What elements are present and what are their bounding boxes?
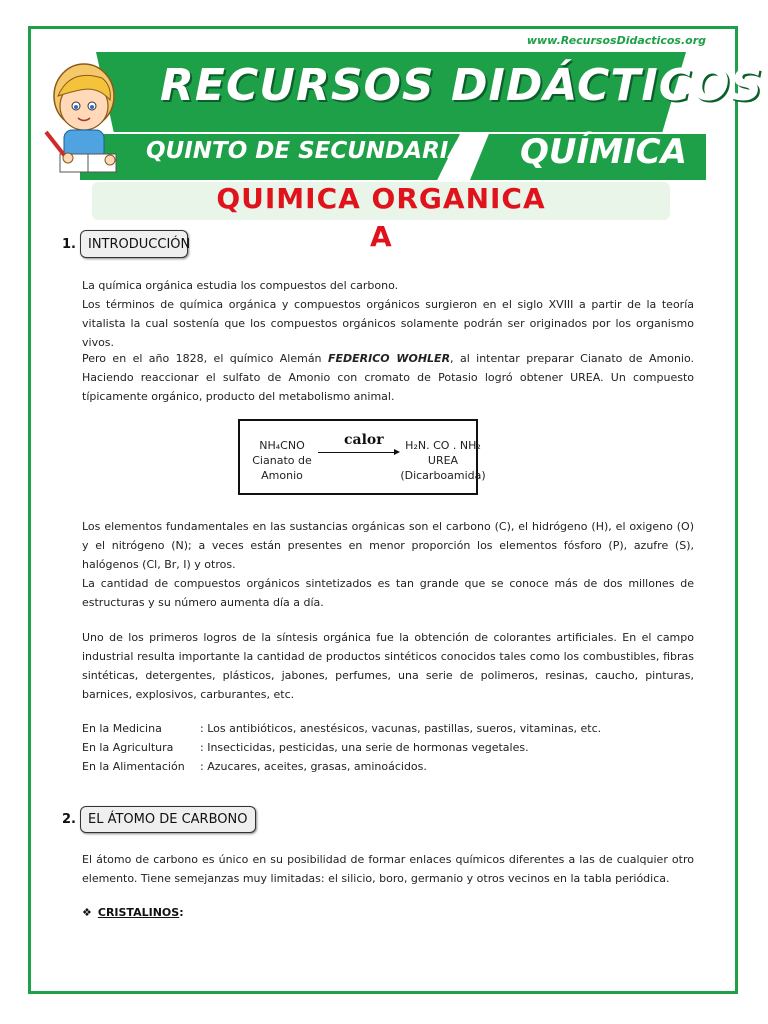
diamond-bullet-icon: ❖: [82, 906, 92, 919]
reactant-formula: NH₄CNO: [259, 439, 305, 452]
product-alt-name: (Dicarboamida): [400, 469, 486, 482]
reactant-name-1: Cianato de: [252, 454, 312, 467]
section-2-heading: EL ÁTOMO DE CARBONO: [88, 812, 248, 827]
section-1-number: 1.: [62, 237, 76, 252]
grade-label: QUINTO DE SECUNDARIA: [146, 138, 467, 164]
wohler-name: FEDERICO WOHLER: [327, 352, 451, 365]
wohler-text-b: , al intentar preparar Cianato de Amonio. Haciendo reaccionar el sulfato de Amonio con cromato de Potasio logró obtener UREA. Un compuesto típicamente orgánico, producto del metabolismo animal.: [82, 352, 694, 403]
section-1-heading: INTRODUCCIÓN: [88, 237, 191, 252]
student-mascot-icon: [40, 56, 130, 180]
cristalinos-bullet: [82, 906, 184, 919]
section-2-number: 2.: [62, 812, 76, 827]
wohler-paragraph: [82, 349, 694, 406]
page-title: QUIMICA ORGANICA: [216, 182, 546, 215]
elements-p5: La cantidad de compuestos orgánicos sintetizados es tan grande que se conoce más de dos millones de estructuras y su número aumenta día a día.: [82, 577, 694, 609]
synthesis-paragraph: [82, 628, 694, 704]
application-items: : Azucares, aceites, grasas, aminoácidos.: [200, 760, 427, 773]
elements-paragraphs: [82, 517, 694, 612]
application-field: En la Medicina: [82, 722, 162, 735]
wohler-text-a: Pero en el año 1828, el químico Alemán: [82, 352, 328, 365]
carbon-paragraph: [82, 850, 694, 888]
synthesis-p6: Uno de los primeros logros de la síntesis orgánica fue la obtención de colorantes artificiales. En el campo industrial resulta importante la cantidad de productos sintéticos conocidos tales como los combustibles, fibras sintéticas, detergentes, plásticos, jabones, perfumes, una serie de polimeros, resinas, caucho, pinturas, barnices, explosivos, carburantes, etc.: [82, 631, 694, 701]
carbon-p1: El átomo de carbono es único en su posibilidad de formar enlaces químicos diferentes a las de cualquier otro elemento. Tiene semejanzas muy limitadas: el silicio, boro, germanio y otros vecinos en la tabla periódica.: [82, 853, 694, 885]
elements-p4: Los elementos fundamentales en las sustancias orgánicas son el carbono (C), el hidrógeno (H), el oxigeno (O) y el nitrógeno (N); a veces están presentes en menor proporción los elementos fósforo (P), azufre (S), halógenos (Cl, Br, I) y otros.: [82, 520, 694, 571]
page-title-continued: A: [370, 220, 392, 253]
application-field: En la Alimentación: [82, 760, 185, 773]
intro-p2: Los términos de química orgánica y compuestos orgánicos surgieron en el siglo XVIII a partir de la teoría vitalista la cual sostenía que los compuestos orgánicos solamente podrán ser originados por los organismo vivos.: [82, 298, 694, 349]
cristalinos-label: CRISTALINOS: [97, 906, 180, 919]
site-url[interactable]: www.RecursosDidacticos.org: [526, 34, 706, 47]
reactant-name-2: Amonio: [261, 469, 303, 482]
reaction-arrow-icon: [318, 452, 398, 453]
application-field: En la Agricultura: [82, 741, 174, 754]
product-formula: H₂N. CO . NH₂: [405, 439, 481, 452]
brand-title: RECURSOS DIDÁCTICOS: [160, 60, 764, 111]
reaction-condition: calor: [344, 432, 384, 448]
product-name: UREA: [427, 454, 459, 467]
application-items: : Insecticidas, pesticidas, una serie de hormonas vegetales.: [200, 741, 529, 754]
intro-p1: La química orgánica estudia los compuestos del carbono.: [82, 279, 399, 292]
application-items: : Los antibióticos, anestésicos, vacunas, pastillas, sueros, vitaminas, etc.: [200, 722, 602, 735]
product: [398, 438, 488, 483]
cristalinos-colon: :: [179, 906, 184, 919]
reactant: [246, 438, 318, 483]
subject-label: QUÍMICA: [520, 132, 687, 172]
intro-paragraphs: [82, 276, 694, 352]
